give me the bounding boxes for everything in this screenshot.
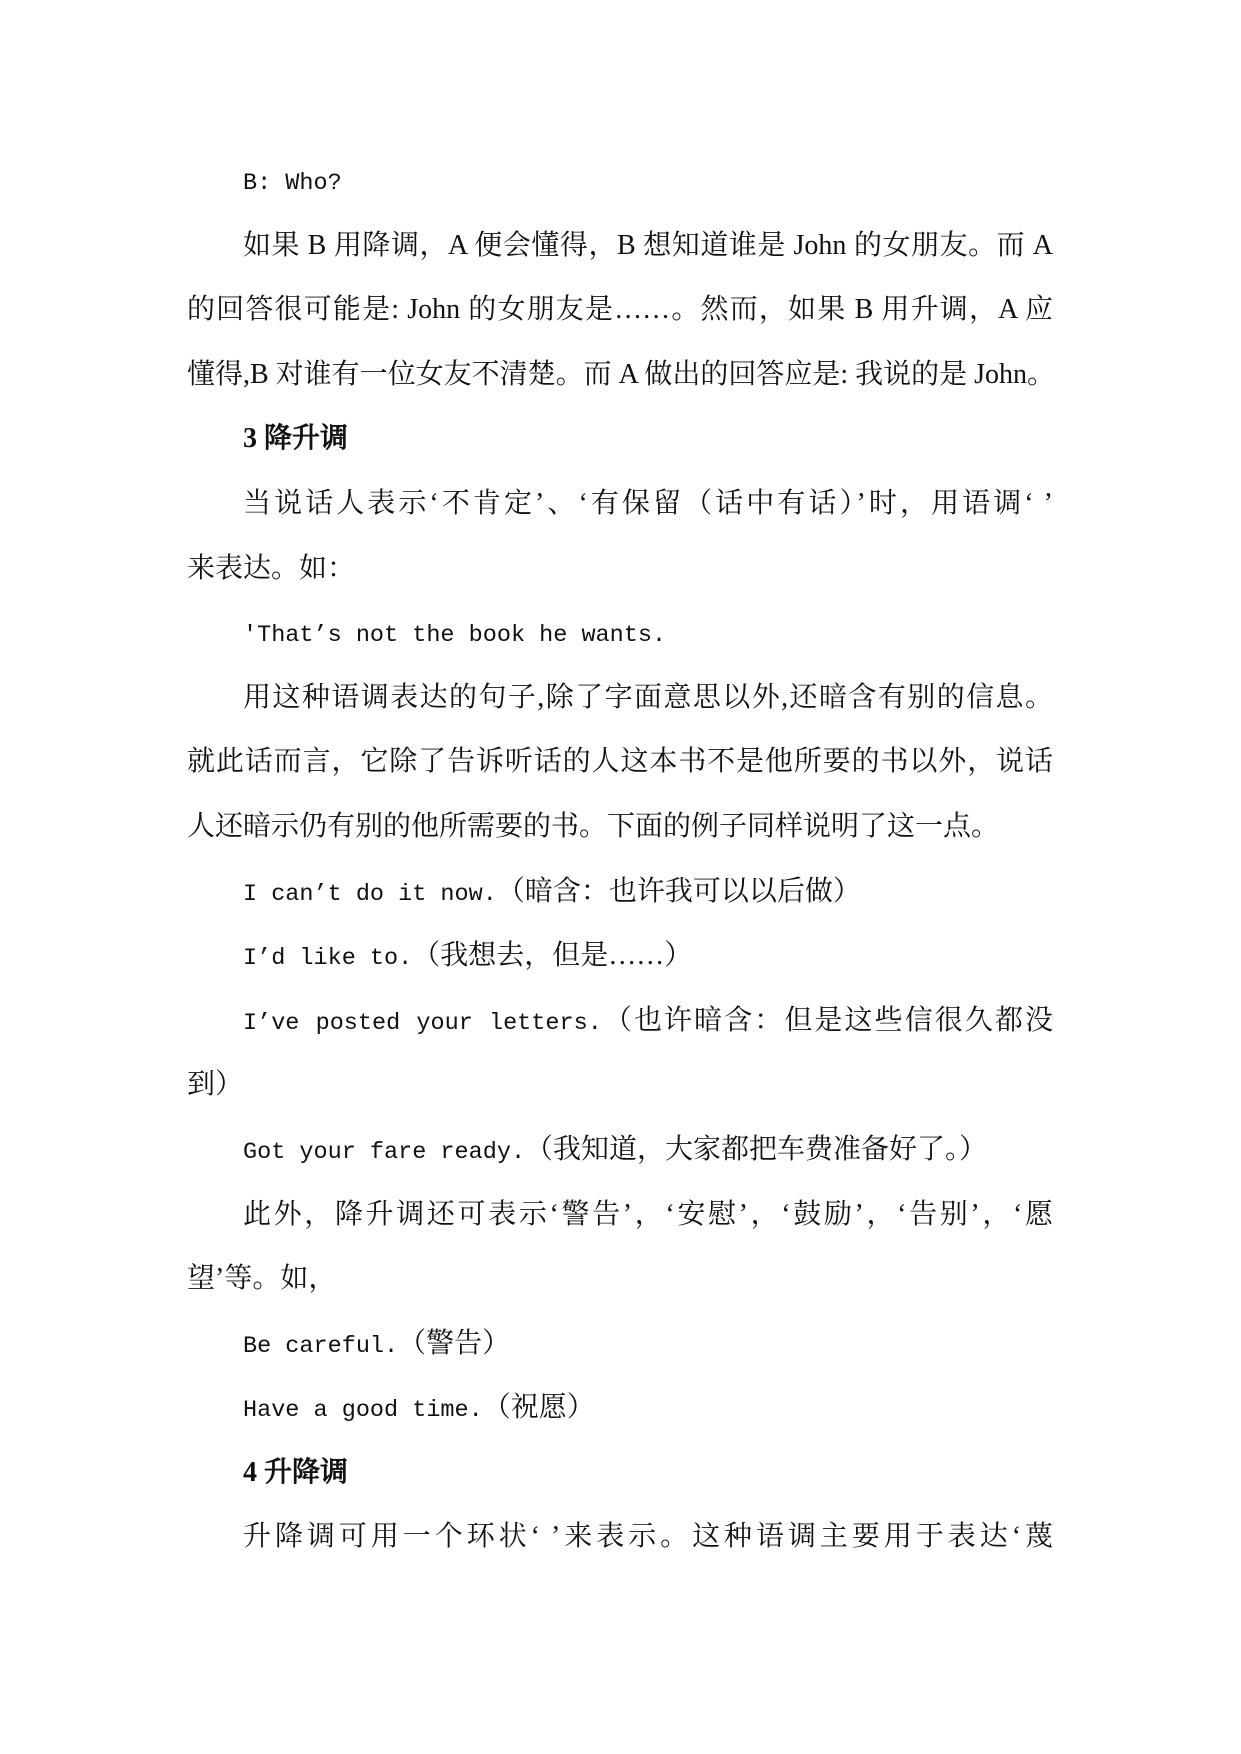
example-english: I can’t do it now.	[243, 880, 497, 908]
section-heading: 4 升降调	[243, 1456, 349, 1488]
paragraph-line: 用这种语调表达的句子,除了字面意思以外,还暗含有别的信息。	[243, 681, 1053, 713]
example-line	[187, 989, 1053, 1054]
example-gloss: （祝愿）	[482, 1392, 595, 1424]
paragraph-line: 当说话人表示‘不肯定’、‘有保留（话中有话）’时，用语调‘ ’	[243, 487, 1053, 519]
example-english: Be careful.	[243, 1332, 399, 1360]
example-line	[187, 1118, 1053, 1183]
example-english: I’ve posted your letters.	[243, 1009, 602, 1037]
example-line	[187, 860, 1053, 925]
example-english: I’d like to.	[243, 945, 413, 973]
example-english: Have a good time.	[243, 1397, 483, 1425]
paragraph-line: 的回答很可能是: John 的女朋友是……。然而，如果 B 用升调，A 应	[187, 294, 1053, 326]
example-line	[187, 1312, 1053, 1377]
paragraph-line: 就此话而言，它除了告诉听话的人这本书不是他所要的书以外，说话	[187, 746, 1053, 778]
example-english: 'That’s not the book he wants.	[243, 622, 667, 650]
dialogue-text: B: Who?	[243, 170, 342, 197]
paragraph-line: 升降调可用一个环状‘ ’来表示。这种语调主要用于表达‘蔑	[243, 1521, 1053, 1553]
example-line	[187, 1376, 1053, 1441]
document-body	[187, 149, 1056, 1570]
paragraph-line: 望’等。如，	[187, 1263, 337, 1295]
example-gloss-continuation: 到）	[187, 1069, 244, 1101]
example-sentence	[187, 601, 1053, 666]
paragraph-line: 此外，降升调还可表示‘警告’，‘安慰’，‘鼓励’，‘告别’，‘愿	[243, 1198, 1053, 1230]
example-gloss: （我想去，但是……）	[412, 940, 693, 972]
example-line	[187, 924, 1053, 989]
paragraph-line: 来表达。如：	[187, 552, 356, 584]
paragraph-line: 如果 B 用降调，A 便会懂得，B 想知道谁是 John 的女朋友。而 A	[243, 229, 1053, 261]
dialogue-line	[187, 149, 1053, 214]
example-gloss: （我知道，大家都把车费准备好了。）	[525, 1133, 988, 1165]
paragraph-line: 人还暗示仍有别的他所需要的书。下面的例子同样说明了这一点。	[187, 810, 1000, 842]
section-heading: 3 降升调	[243, 423, 349, 455]
paragraph-line: 懂得,B 对谁有一位女友不清楚。而 A 做出的回答应是: 我说的是 John。	[187, 358, 1056, 390]
example-gloss: （也许暗含：但是这些信很久都没	[601, 1004, 1053, 1036]
example-gloss: （暗含：也许我可以以后做）	[496, 875, 861, 907]
example-gloss: （警告）	[398, 1327, 511, 1359]
example-english: Got your fare ready.	[243, 1138, 526, 1166]
